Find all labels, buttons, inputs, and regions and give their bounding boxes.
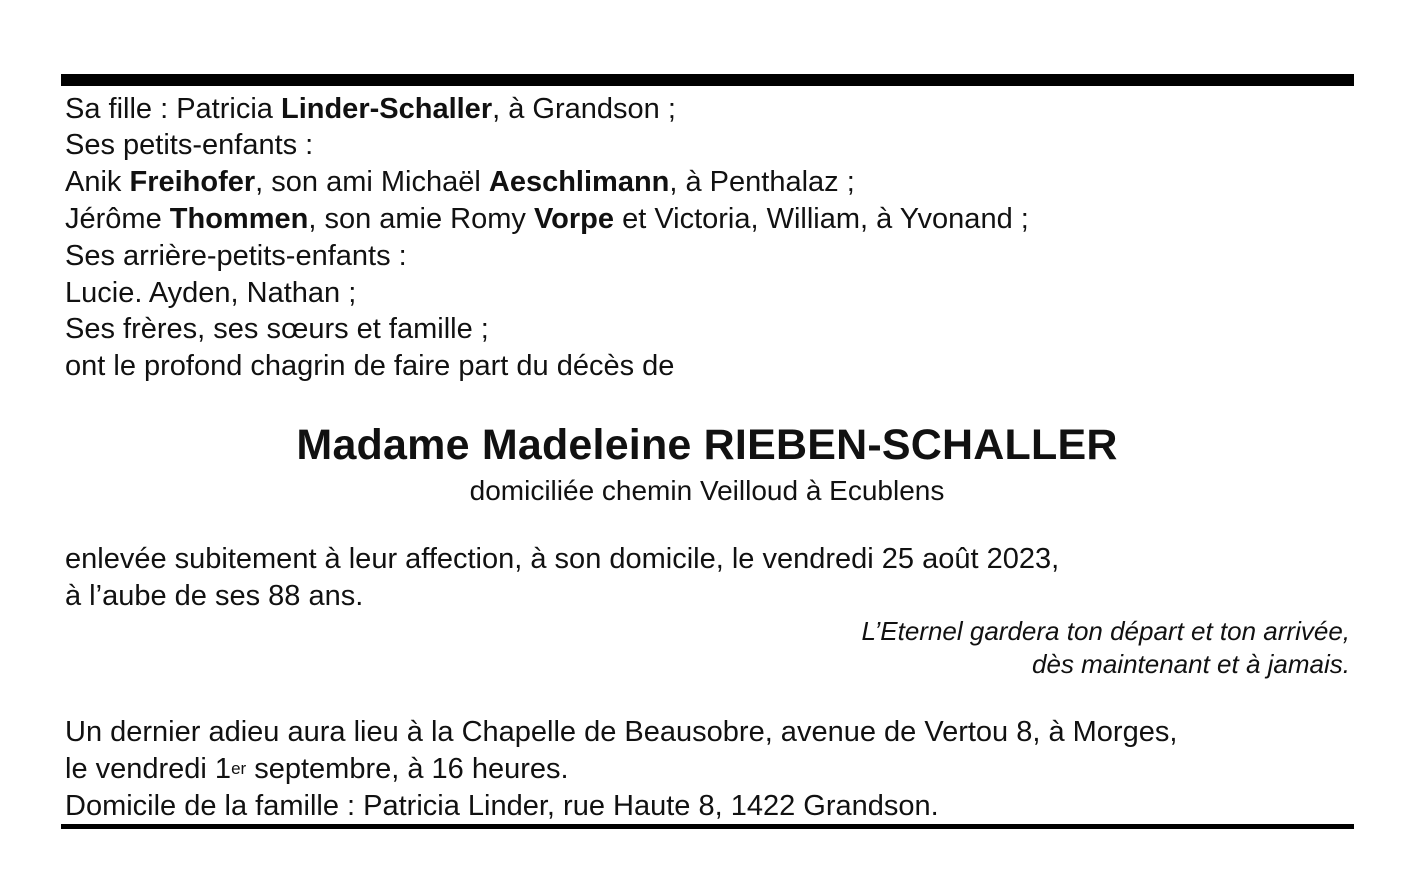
text-segment: Jérôme	[65, 203, 170, 235]
family-line-great-grandchildren-heading: Ses arrière-petits-enfants :	[65, 240, 407, 272]
family-line-daughter	[65, 91, 676, 127]
text-segment: , à Penthalaz ;	[669, 166, 855, 198]
surname: Freihofer	[129, 166, 256, 198]
family-line-announcement: ont le profond chagrin de faire part du décès de	[65, 350, 675, 382]
surname: Vorpe	[533, 203, 615, 235]
death-line-1: enlevée subitement à leur affection, à son domicile, le vendredi 25 août 2023,	[65, 543, 1060, 575]
family-line-jerome	[65, 201, 1029, 237]
ordinal-suffix: er	[231, 759, 247, 778]
text-segment: le vendredi 1	[65, 753, 232, 785]
bottom-rule	[61, 824, 1354, 829]
text-segment: et Victoria, William, à Yvonand ;	[614, 203, 1029, 235]
ceremony-line-3: Domicile de la famille : Patricia Linder, rue Haute 8, 1422 Grandson.	[65, 790, 939, 822]
death-line-2: à l’aube de ses 88 ans.	[65, 580, 364, 612]
surname: Thommen	[169, 203, 309, 235]
deceased-address: domiciliée chemin Veilloud à Ecublens	[469, 475, 945, 506]
verse-line-1: L’Eternel gardera ton départ et ton arrivée,	[861, 616, 1350, 646]
text-segment: Anik	[65, 166, 130, 198]
deceased-name: Madame Madeleine RIEBEN-SCHALLER	[296, 421, 1118, 469]
family-line-grandchildren-heading: Ses petits-enfants :	[65, 129, 314, 161]
text-segment: , son ami Michaël	[255, 166, 489, 198]
verse-line-2: dès maintenant et à jamais.	[1032, 649, 1350, 679]
surname: Linder-Schaller	[280, 93, 493, 125]
ceremony-line-1: Un dernier adieu aura lieu à la Chapelle de Beausobre, avenue de Vertou 8, à Morges,	[65, 716, 1178, 748]
text-segment: septembre, à 16 heures.	[246, 753, 569, 785]
surname: Aeschlimann	[488, 166, 670, 198]
text-segment: , à Grandson ;	[492, 93, 676, 125]
family-line-great-grandchildren: Lucie. Ayden, Nathan ;	[65, 277, 357, 309]
family-line-siblings: Ses frères, ses sœurs et famille ;	[65, 313, 489, 345]
ceremony-line-2	[65, 751, 569, 787]
text-segment: , son amie Romy	[308, 203, 534, 235]
family-line-anik	[65, 164, 855, 200]
text-segment: Sa fille : Patricia	[65, 93, 281, 125]
top-rule	[61, 74, 1354, 86]
